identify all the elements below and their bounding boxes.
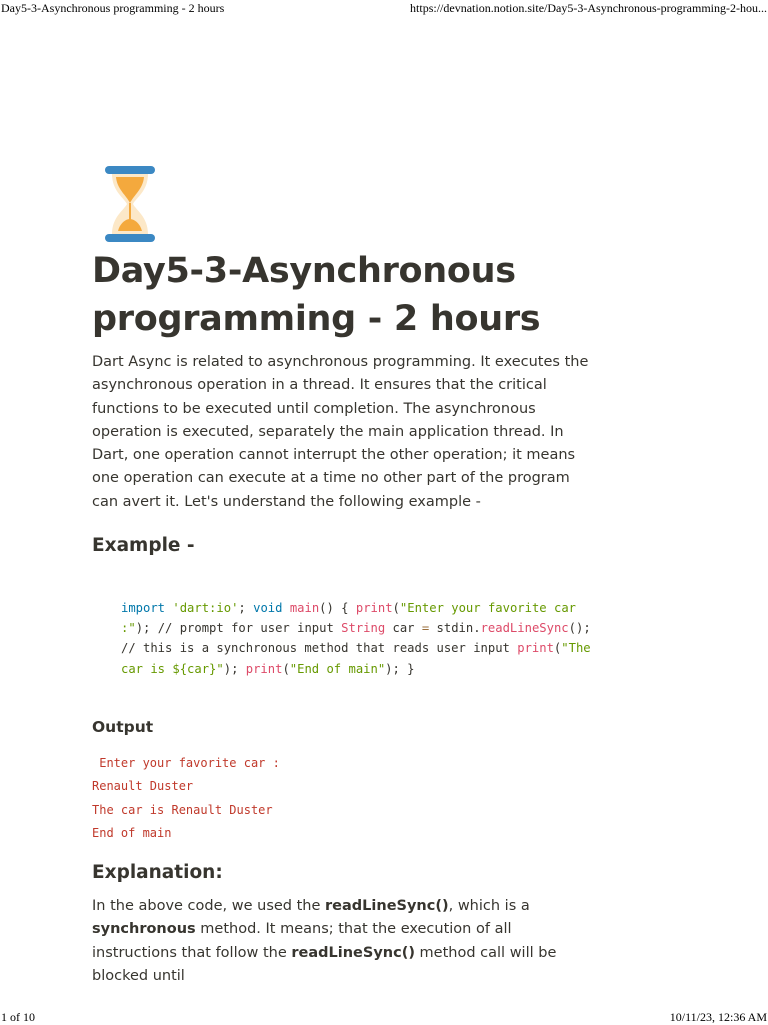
code-token: =: [421, 621, 430, 636]
explanation-bold: readLineSync(): [325, 898, 449, 914]
code-token: String: [341, 621, 386, 636]
output-line: End of main: [92, 826, 172, 841]
code-token: readLineSync: [480, 621, 569, 636]
intro-paragraph: Dart Async is related to asynchronous programming. It executes the asynchronous operation in a thread. It ensures that the critical functions to be executed until completion. The asynchronous operation is executed, separately the main application thread. In Dart, one operation cannot interrupt the other operation; it means one operation can execute at a time no other part of the program can avert it. Let's understand the following example -: [92, 354, 589, 510]
code-token: car: [385, 621, 422, 636]
explanation-paragraph: [92, 895, 592, 988]
code-token: void: [253, 601, 283, 615]
output-line: Enter your favorite car :: [92, 756, 280, 770]
page-title: Day5-3-Asynchronous programming - 2 hours: [92, 251, 541, 339]
explanation-heading: Explanation:: [92, 862, 223, 883]
explanation-text: , which is a: [448, 898, 530, 914]
print-footer-page: 1 of 10: [1, 1010, 35, 1024]
code-token: (: [282, 661, 290, 676]
print-header-url: https://devnation.notion.site/Day5-3-Asynchronous-programming-2-hou...: [410, 1, 767, 15]
explanation-bold: readLineSync(): [291, 944, 415, 961]
example-heading: Example -: [92, 535, 195, 556]
code-token: main: [289, 601, 320, 615]
code-token: ); // prompt for user input: [135, 621, 342, 636]
print-header-title: Day5-3-Asynchronous programming - 2 hours: [1, 1, 225, 15]
code-token: 'dart:io': [172, 601, 239, 615]
code-token: [282, 601, 289, 615]
explanation-text: method call will be blocked until: [92, 944, 557, 984]
code-token: ;: [238, 601, 254, 615]
explanation-text: method. It means; that the execution of all instructions that follow the: [92, 921, 512, 961]
print-footer-datetime: 10/11/23, 12:36 AM: [669, 1010, 767, 1024]
code-token: import: [121, 601, 166, 615]
code-token: () {: [319, 601, 356, 615]
output-block: [92, 752, 280, 846]
code-token: stdin.: [429, 621, 481, 636]
code-token: ); }: [385, 661, 415, 676]
code-block: [121, 598, 591, 679]
code-token: print: [355, 601, 393, 615]
code-token: );: [223, 661, 246, 676]
output-heading: Output: [92, 718, 154, 736]
code-token: (); // this is a synchronous method that reads user input: [121, 621, 591, 656]
explanation-text: In the above code, we used the: [92, 898, 326, 914]
hourglass-icon: [104, 165, 156, 243]
output-line: The car is Renault Duster: [92, 802, 273, 817]
code-token: (: [392, 601, 400, 615]
code-token: print: [245, 661, 283, 676]
explanation-bold: synchronous: [92, 921, 196, 938]
code-token: "The car is ${car}": [121, 641, 591, 676]
code-token: "Enter your favorite car :": [121, 601, 576, 636]
code-token: print: [517, 641, 554, 656]
output-line: Renault Duster: [92, 779, 194, 794]
code-token: "End of main": [289, 661, 386, 676]
code-token: (: [553, 641, 562, 656]
